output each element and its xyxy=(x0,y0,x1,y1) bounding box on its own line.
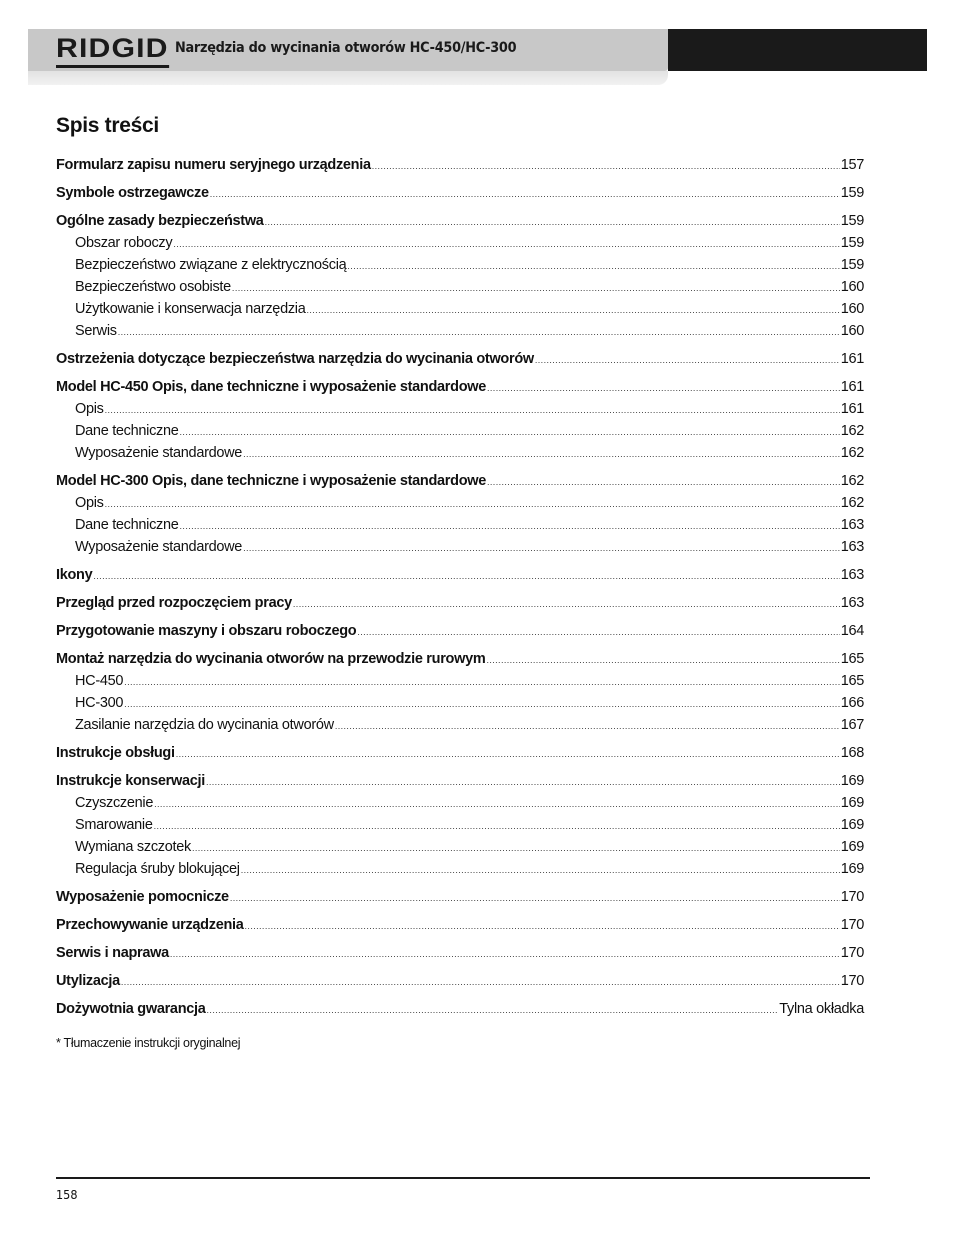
toc-dot-leader xyxy=(170,943,840,965)
toc-entry-label: Zasilanie narzędzia do wycinania otworów xyxy=(75,717,334,733)
toc-entry-page: 169 xyxy=(840,773,864,789)
toc-entry xyxy=(56,376,864,398)
toc-entry-page: 165 xyxy=(840,651,864,667)
toc-entry-label: Symbole ostrzegawcze xyxy=(56,185,209,201)
toc-entry xyxy=(56,592,864,614)
toc-entry-page: 170 xyxy=(840,889,864,905)
toc-dot-leader xyxy=(486,649,839,671)
toc-subentry xyxy=(56,398,864,420)
toc-entry xyxy=(56,182,864,204)
toc-entry-label: Ostrzeżenia dotyczące bezpieczeństwa narzędzia do wycinania otworów xyxy=(56,351,534,367)
toc-entry-page: 159 xyxy=(840,257,864,273)
toc-dot-leader xyxy=(124,693,840,715)
toc-entry-page: 162 xyxy=(840,423,864,439)
toc-dot-leader xyxy=(487,471,840,493)
toc-subentry xyxy=(56,298,864,320)
toc-dot-leader xyxy=(535,349,840,371)
toc-dot-leader xyxy=(207,999,779,1021)
toc-entry xyxy=(56,210,864,232)
toc-subentry xyxy=(56,320,864,342)
toc-dot-leader xyxy=(293,593,840,615)
toc-entry-page: 162 xyxy=(840,445,864,461)
toc-entry xyxy=(56,348,864,370)
toc-entry-page: 164 xyxy=(840,623,864,639)
toc-entry-label: Instrukcje konserwacji xyxy=(56,773,205,789)
toc-entry-label: Obszar roboczy xyxy=(75,235,173,251)
toc-dot-leader xyxy=(105,493,840,515)
toc-entry-page: 170 xyxy=(840,973,864,989)
toc-entry-label: Utylizacja xyxy=(56,973,120,989)
toc-entry-page: 169 xyxy=(840,795,864,811)
header-black-band xyxy=(668,29,927,71)
toc-dot-leader xyxy=(173,233,839,255)
toc-dot-leader xyxy=(265,211,840,233)
toc-entry xyxy=(56,620,864,642)
toc-entry-page: Tylna okładka xyxy=(779,1001,864,1017)
toc-dot-leader xyxy=(180,421,840,443)
toc-title: Spis treści xyxy=(56,114,159,137)
toc-entry-page: 169 xyxy=(840,839,864,855)
header-title: Narzędzia do wycinania otworów HC-450/HC-300 xyxy=(175,40,517,56)
toc-entry-page: 165 xyxy=(840,673,864,689)
toc-entry xyxy=(56,742,864,764)
toc-entry-page: 159 xyxy=(840,213,864,229)
toc-subentry xyxy=(56,232,864,254)
toc-entry xyxy=(56,770,864,792)
toc-entry xyxy=(56,154,864,176)
toc-subentry xyxy=(56,514,864,536)
toc-dot-leader xyxy=(372,155,840,177)
toc-entry-label: Czyszczenie xyxy=(75,795,154,811)
toc-entry-page: 162 xyxy=(840,495,864,511)
toc-subentry xyxy=(56,254,864,276)
ridgid-logo: RIDGID xyxy=(56,33,169,68)
toc-entry-page: 163 xyxy=(840,567,864,583)
toc-entry-page: 163 xyxy=(840,539,864,555)
toc-subentry xyxy=(56,492,864,514)
toc-entry-page: 170 xyxy=(840,945,864,961)
toc-entry-page: 161 xyxy=(840,401,864,417)
toc-entry-page: 166 xyxy=(840,695,864,711)
toc-dot-leader xyxy=(245,915,840,937)
toc-entry-page: 169 xyxy=(840,861,864,877)
toc-dot-leader xyxy=(180,515,840,537)
toc-dot-leader xyxy=(335,715,840,737)
toc-entry-label: Regulacja śruby blokującej xyxy=(75,861,240,877)
page-header xyxy=(28,29,927,87)
toc-entry-page: 160 xyxy=(840,279,864,295)
toc-entry-label: Bezpieczeństwo związane z elektrycznością xyxy=(75,257,347,273)
toc-subentry xyxy=(56,814,864,836)
toc-subentry xyxy=(56,420,864,442)
toc-entry-label: Model HC-300 Opis, dane techniczne i wyposażenie standardowe xyxy=(56,473,486,489)
toc-entry-label: Wyposażenie pomocnicze xyxy=(56,889,229,905)
footer-divider xyxy=(56,1177,870,1179)
toc-entry-page: 167 xyxy=(840,717,864,733)
toc-entry-page: 163 xyxy=(840,517,864,533)
toc-entry-page: 161 xyxy=(840,379,864,395)
toc-dot-leader xyxy=(241,859,840,881)
toc-dot-leader xyxy=(230,887,840,909)
toc-dot-leader xyxy=(154,815,840,837)
toc-entry xyxy=(56,564,864,586)
toc-dot-leader xyxy=(243,443,840,465)
toc-dot-leader xyxy=(192,837,840,859)
toc-dot-leader xyxy=(487,377,840,399)
toc-entry xyxy=(56,970,864,992)
toc-dot-leader xyxy=(206,771,840,793)
toc-entry-page: 159 xyxy=(840,235,864,251)
toc-entry-page: 162 xyxy=(840,473,864,489)
table-of-contents xyxy=(56,154,864,1020)
toc-entry-label: HC-300 xyxy=(75,695,124,711)
toc-entry-page: 170 xyxy=(840,917,864,933)
toc-entry-label: Formularz zapisu numeru seryjnego urządzenia xyxy=(56,157,371,173)
toc-dot-leader xyxy=(243,537,840,559)
toc-entry-page: 161 xyxy=(840,351,864,367)
toc-entry-label: Dożywotnia gwarancja xyxy=(56,1001,206,1017)
toc-dot-leader xyxy=(347,255,839,277)
toc-dot-leader xyxy=(121,971,840,993)
footnote: * Tłumaczenie instrukcji oryginalnej xyxy=(56,1036,241,1050)
toc-dot-leader xyxy=(232,277,840,299)
toc-entry xyxy=(56,648,864,670)
toc-entry-page: 159 xyxy=(840,185,864,201)
toc-dot-leader xyxy=(93,565,839,587)
toc-subentry xyxy=(56,692,864,714)
toc-entry-page: 157 xyxy=(840,157,864,173)
toc-entry-label: Użytkowanie i konserwacja narzędzia xyxy=(75,301,306,317)
toc-dot-leader xyxy=(306,299,839,321)
toc-subentry xyxy=(56,442,864,464)
toc-entry-label: Ikony xyxy=(56,567,93,583)
toc-entry-label: Serwis i naprawa xyxy=(56,945,169,961)
toc-entry-page: 168 xyxy=(840,745,864,761)
header-gray-shadow xyxy=(28,71,668,85)
toc-entry xyxy=(56,914,864,936)
page-number: 158 xyxy=(56,1187,78,1202)
toc-subentry xyxy=(56,276,864,298)
toc-entry-label: Serwis xyxy=(75,323,117,339)
toc-entry-label: Instrukcje obsługi xyxy=(56,745,175,761)
toc-dot-leader xyxy=(118,321,840,343)
toc-entry-page: 163 xyxy=(840,595,864,611)
toc-subentry xyxy=(56,858,864,880)
toc-dot-leader xyxy=(210,183,840,205)
toc-entry-label: Smarowanie xyxy=(75,817,153,833)
toc-entry xyxy=(56,886,864,908)
toc-subentry xyxy=(56,836,864,858)
toc-entry xyxy=(56,998,864,1020)
toc-entry-label: Dane techniczne xyxy=(75,517,179,533)
toc-dot-leader xyxy=(105,399,840,421)
toc-entry-label: Bezpieczeństwo osobiste xyxy=(75,279,231,295)
toc-entry-label: Wymiana szczotek xyxy=(75,839,191,855)
toc-subentry xyxy=(56,670,864,692)
toc-entry-label: Montaż narzędzia do wycinania otworów na przewodzie rurowym xyxy=(56,651,486,667)
toc-entry-label: Wyposażenie standardowe xyxy=(75,539,243,555)
toc-dot-leader xyxy=(176,743,840,765)
toc-dot-leader xyxy=(154,793,840,815)
toc-entry-label: Dane techniczne xyxy=(75,423,179,439)
toc-entry-label: Przygotowanie maszyny i obszaru roboczego xyxy=(56,623,357,639)
toc-subentry xyxy=(56,536,864,558)
toc-entry-page: 169 xyxy=(840,817,864,833)
toc-entry-page: 160 xyxy=(840,323,864,339)
toc-entry-label: Model HC-450 Opis, dane techniczne i wyposażenie standardowe xyxy=(56,379,486,395)
toc-entry-page: 160 xyxy=(840,301,864,317)
toc-dot-leader xyxy=(124,671,840,693)
toc-subentry xyxy=(56,714,864,736)
toc-entry xyxy=(56,942,864,964)
toc-entry-label: Przechowywanie urządzenia xyxy=(56,917,244,933)
toc-dot-leader xyxy=(357,621,839,643)
toc-subentry xyxy=(56,792,864,814)
toc-entry-label: Przegląd przed rozpoczęciem pracy xyxy=(56,595,292,611)
toc-entry xyxy=(56,470,864,492)
toc-entry-label: Wyposażenie standardowe xyxy=(75,445,243,461)
toc-entry-label: Ogólne zasady bezpieczeństwa xyxy=(56,213,264,229)
toc-entry-label: Opis xyxy=(75,495,104,511)
toc-entry-label: Opis xyxy=(75,401,104,417)
toc-entry-label: HC-450 xyxy=(75,673,124,689)
